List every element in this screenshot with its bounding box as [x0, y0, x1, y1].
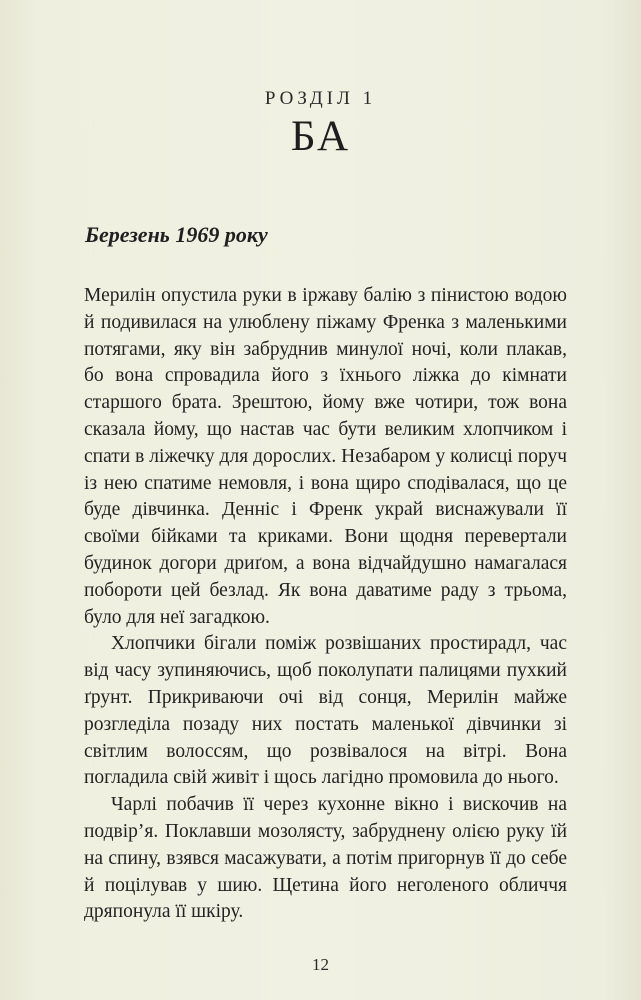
page-number: 12: [312, 955, 329, 974]
body-text: [84, 283, 567, 926]
paragraph-3: Чарлі побачив її через кухонне вікно і вискочив на подвір’я. Поклавши мозолясту, забруднену олією руку їй на спину, взявся масажувати, а потім пригорнув її до себе й поцілував у шию. Щетина його неголеного обличчя дряпонула її шкіру.: [84, 794, 567, 923]
show-through-text: [225, 18, 425, 32]
paragraph-2: Хлопчики бігали поміж розвішаних простирадл, час від часу зупиняючись, щоб поколупати палицями пухкий ґрунт. Прикриваючи очі від сонця, Мерилін майже розгледіла позаду них постать маленької дівчинки зі світлим волоссям, що розвівалося на вітрі. Вона погладила свій живіт і щось лагідно промовила до нього.: [84, 633, 567, 789]
date-heading: Березень 1969 року: [85, 222, 268, 247]
chapter-label: РОЗДІЛ 1: [264, 88, 377, 109]
chapter-title: БА: [290, 113, 351, 160]
paragraph-1: Мерилін опустила руки в іржаву балію з пінистою водою й подивилася на улюблену піжаму Френка з маленькими потягами, яку він забруднив минулої ночі, коли плакав, бо вона спровадила його з їхнього ліжка до кімнати старшого брата. Зрештою, йому вже чотири, тож вона сказала йому, що настав час бути великим хлопчиком і спати в ліжечку для дорослих. Незабаром у колисці поруч із нею спатиме немовля, і вона щиро сподівалася, що це буде дівчинка. Денніс і Френк украй виснажували її своїми бійками та криками. Вони щодня перевертали будинок догори дриґом, а вона відчайдушно намагалася побороти цей безлад. Як вона даватиме раду з трьома, було для неї загадкою.: [84, 285, 567, 628]
